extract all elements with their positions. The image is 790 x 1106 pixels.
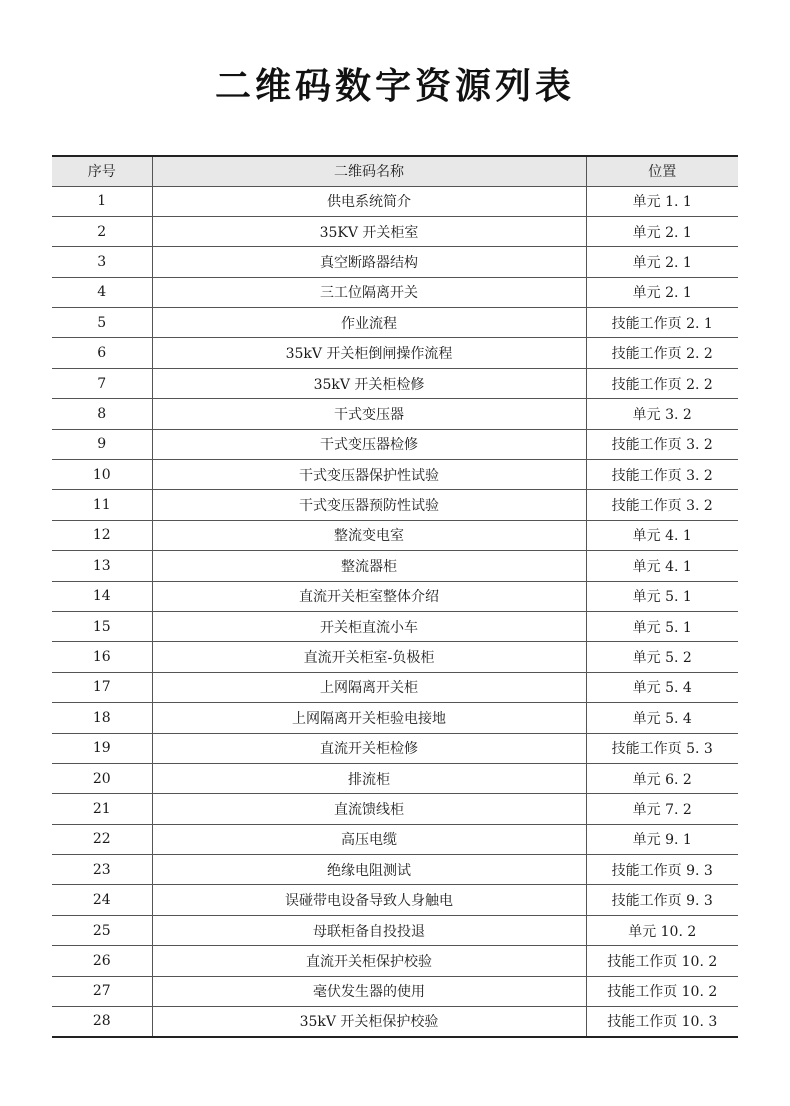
- row-location: 技能工作页 3. 2: [586, 460, 738, 490]
- table-row: [52, 824, 738, 854]
- qr-code-name: 真空断路器结构: [152, 247, 586, 277]
- qr-code-name: 直流开关柜保护校验: [152, 946, 586, 976]
- row-index: 28: [52, 1007, 152, 1037]
- row-location: 单元 3. 2: [586, 399, 738, 429]
- qr-code-name: 整流器柜: [152, 551, 586, 581]
- row-index: 18: [52, 703, 152, 733]
- qr-code-name: 整流变电室: [152, 520, 586, 550]
- row-index: 14: [52, 581, 152, 611]
- table-row: [52, 733, 738, 763]
- row-location: 单元 2. 1: [586, 247, 738, 277]
- table-row: [52, 1007, 738, 1037]
- row-location: 单元 9. 1: [586, 824, 738, 854]
- qr-code-name: 供电系统简介: [152, 186, 586, 216]
- qr-code-name: 35kV 开关柜保护校验: [152, 1007, 586, 1037]
- table-row: [52, 277, 738, 307]
- row-index: 4: [52, 277, 152, 307]
- row-index: 11: [52, 490, 152, 520]
- row-location: 单元 5. 1: [586, 581, 738, 611]
- table-row: [52, 581, 738, 611]
- table-row: [52, 247, 738, 277]
- row-location: 单元 6. 2: [586, 763, 738, 793]
- row-location: 技能工作页 10. 2: [586, 976, 738, 1006]
- row-location: 单元 4. 1: [586, 520, 738, 550]
- qr-code-name: 绝缘电阻测试: [152, 855, 586, 885]
- table-row: [52, 672, 738, 702]
- table-row: [52, 611, 738, 641]
- row-index: 25: [52, 915, 152, 945]
- qr-code-name: 上网隔离开关柜: [152, 672, 586, 702]
- qr-code-name: 排流柜: [152, 763, 586, 793]
- table-header: [52, 156, 738, 186]
- table-row: [52, 976, 738, 1006]
- qr-code-name: 直流开关柜室整体介绍: [152, 581, 586, 611]
- table-row: [52, 520, 738, 550]
- qr-code-name: 母联柜备自投投退: [152, 915, 586, 945]
- table-row: [52, 642, 738, 672]
- qr-code-name: 干式变压器检修: [152, 429, 586, 459]
- row-location: 单元 7. 2: [586, 794, 738, 824]
- row-index: 22: [52, 824, 152, 854]
- row-location: 技能工作页 10. 3: [586, 1007, 738, 1037]
- qr-code-name: 干式变压器预防性试验: [152, 490, 586, 520]
- row-location: 单元 5. 4: [586, 703, 738, 733]
- row-location: 技能工作页 9. 3: [586, 855, 738, 885]
- row-location: 技能工作页 2. 2: [586, 338, 738, 368]
- row-index: 21: [52, 794, 152, 824]
- resource-table: [52, 155, 738, 1038]
- row-location: 单元 4. 1: [586, 551, 738, 581]
- row-location: 单元 10. 2: [586, 915, 738, 945]
- row-index: 3: [52, 247, 152, 277]
- table-row: [52, 186, 738, 216]
- row-index: 26: [52, 946, 152, 976]
- row-index: 17: [52, 672, 152, 702]
- table-row: [52, 855, 738, 885]
- qr-code-name: 直流馈线柜: [152, 794, 586, 824]
- row-location: 技能工作页 10. 2: [586, 946, 738, 976]
- row-index: 5: [52, 308, 152, 338]
- table-row: [52, 338, 738, 368]
- header-location: 位置: [586, 156, 738, 186]
- table-body: [52, 186, 738, 1037]
- table-row: [52, 885, 738, 915]
- table-row: [52, 794, 738, 824]
- qr-code-name: 干式变压器: [152, 399, 586, 429]
- table-row: [52, 490, 738, 520]
- header-row: [52, 156, 738, 186]
- row-index: 6: [52, 338, 152, 368]
- qr-code-name: 35kV 开关柜倒闸操作流程: [152, 338, 586, 368]
- row-location: 单元 5. 2: [586, 642, 738, 672]
- qr-code-name: 直流开关柜检修: [152, 733, 586, 763]
- table-row: [52, 216, 738, 246]
- row-index: 10: [52, 460, 152, 490]
- row-location: 单元 2. 1: [586, 277, 738, 307]
- table-row: [52, 946, 738, 976]
- table-row: [52, 551, 738, 581]
- row-location: 单元 1. 1: [586, 186, 738, 216]
- row-location: 技能工作页 3. 2: [586, 429, 738, 459]
- row-index: 24: [52, 885, 152, 915]
- qr-code-name: 35KV 开关柜室: [152, 216, 586, 246]
- row-index: 1: [52, 186, 152, 216]
- header-qr-name: 二维码名称: [152, 156, 586, 186]
- row-location: 技能工作页 2. 1: [586, 308, 738, 338]
- header-index: 序号: [52, 156, 152, 186]
- qr-code-name: 上网隔离开关柜验电接地: [152, 703, 586, 733]
- qr-code-name: 误碰带电设备导致人身触电: [152, 885, 586, 915]
- row-location: 单元 2. 1: [586, 216, 738, 246]
- row-index: 9: [52, 429, 152, 459]
- row-location: 技能工作页 3. 2: [586, 490, 738, 520]
- table-row: [52, 399, 738, 429]
- row-location: 技能工作页 2. 2: [586, 368, 738, 398]
- row-location: 单元 5. 1: [586, 611, 738, 641]
- row-index: 20: [52, 763, 152, 793]
- row-index: 15: [52, 611, 152, 641]
- qr-code-name: 作业流程: [152, 308, 586, 338]
- qr-code-name: 三工位隔离开关: [152, 277, 586, 307]
- row-index: 19: [52, 733, 152, 763]
- row-index: 12: [52, 520, 152, 550]
- row-index: 16: [52, 642, 152, 672]
- qr-code-name: 35kV 开关柜检修: [152, 368, 586, 398]
- row-index: 2: [52, 216, 152, 246]
- qr-code-name: 高压电缆: [152, 824, 586, 854]
- row-index: 7: [52, 368, 152, 398]
- table-row: [52, 460, 738, 490]
- row-index: 13: [52, 551, 152, 581]
- table-row: [52, 703, 738, 733]
- row-index: 23: [52, 855, 152, 885]
- row-location: 技能工作页 9. 3: [586, 885, 738, 915]
- qr-code-name: 毫伏发生器的使用: [152, 976, 586, 1006]
- qr-code-name: 开关柜直流小车: [152, 611, 586, 641]
- row-location: 技能工作页 5. 3: [586, 733, 738, 763]
- qr-code-name: 直流开关柜室-负极柜: [152, 642, 586, 672]
- table-row: [52, 368, 738, 398]
- table-row: [52, 915, 738, 945]
- row-location: 单元 5. 4: [586, 672, 738, 702]
- table-row: [52, 763, 738, 793]
- qr-code-name: 干式变压器保护性试验: [152, 460, 586, 490]
- row-index: 8: [52, 399, 152, 429]
- row-index: 27: [52, 976, 152, 1006]
- table-row: [52, 308, 738, 338]
- table-row: [52, 429, 738, 459]
- page-title: 二维码数字资源列表: [214, 66, 575, 107]
